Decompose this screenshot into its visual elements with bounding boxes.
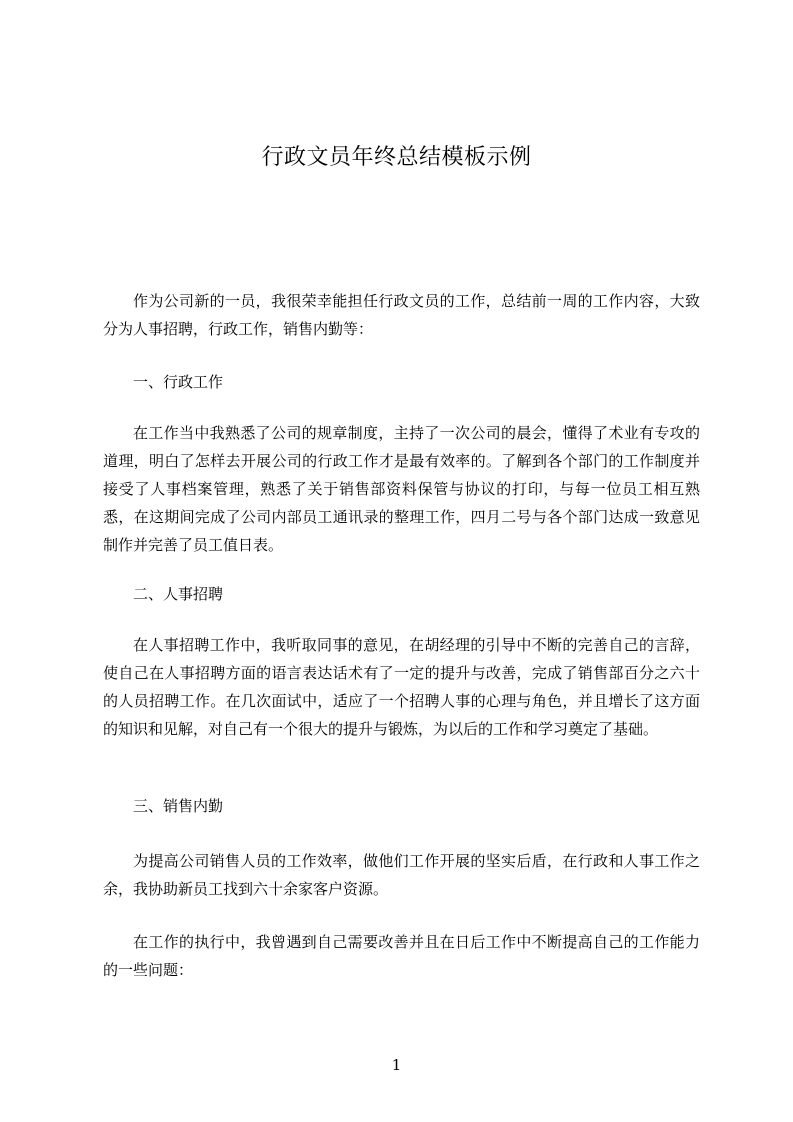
section-paragraph-sales: 为提高公司销售人员的工作效率，做他们工作开展的坚实后盾，在行政和人事工作之余，我协助新员工找到六十余家客户资源。 <box>103 852 700 898</box>
section-heading-admin: 一、行政工作 <box>133 373 224 391</box>
section-heading-sales: 三、销售内勤 <box>133 797 224 815</box>
closing-paragraph: 在工作的执行中，我曾遇到自己需要改善并且在日后工作中不断提高自己的工作能力的一些问题： <box>103 933 700 979</box>
section-paragraph-admin: 在工作当中我熟悉了公司的规章制度，主持了一次公司的晨会，懂得了术业有专攻的道理，明白了怎样去开展公司的行政工作才是最有效率的。了解到各个部门的工作制度并接受了人事档案管理，熟悉了关于销售部资料保管与协议的打印，与每一位员工相互熟悉，在这期间完成了公司内部员工通讯录的整理工作，四月二号与各个部门达成一致意见制作并完善了员工值日表。 <box>103 424 700 554</box>
section-paragraph-recruiting: 在人事招聘工作中，我听取同事的意见，在胡经理的引导中不断的完善自己的言辞，使自己在人事招聘方面的语言表达话术有了一定的提升与改善，完成了销售部百分之六十的人员招聘工作。在几次面试中，适应了一个招聘人事的心理与角色，并且增长了这方面的知识和见解，对自己有一个很大的提升与锻炼，为以后的工作和学习奠定了基础。 <box>103 636 700 738</box>
section-heading-recruiting: 二、人事招聘 <box>133 585 224 603</box>
intro-paragraph: 作为公司新的一员，我很荣幸能担任行政文员的工作，总结前一周的工作内容，大致分为人事招聘，行政工作，销售内勤等： <box>103 292 700 338</box>
page-number: 1 <box>391 1056 402 1074</box>
document-title: 行政文员年终总结模板示例 <box>261 145 532 170</box>
